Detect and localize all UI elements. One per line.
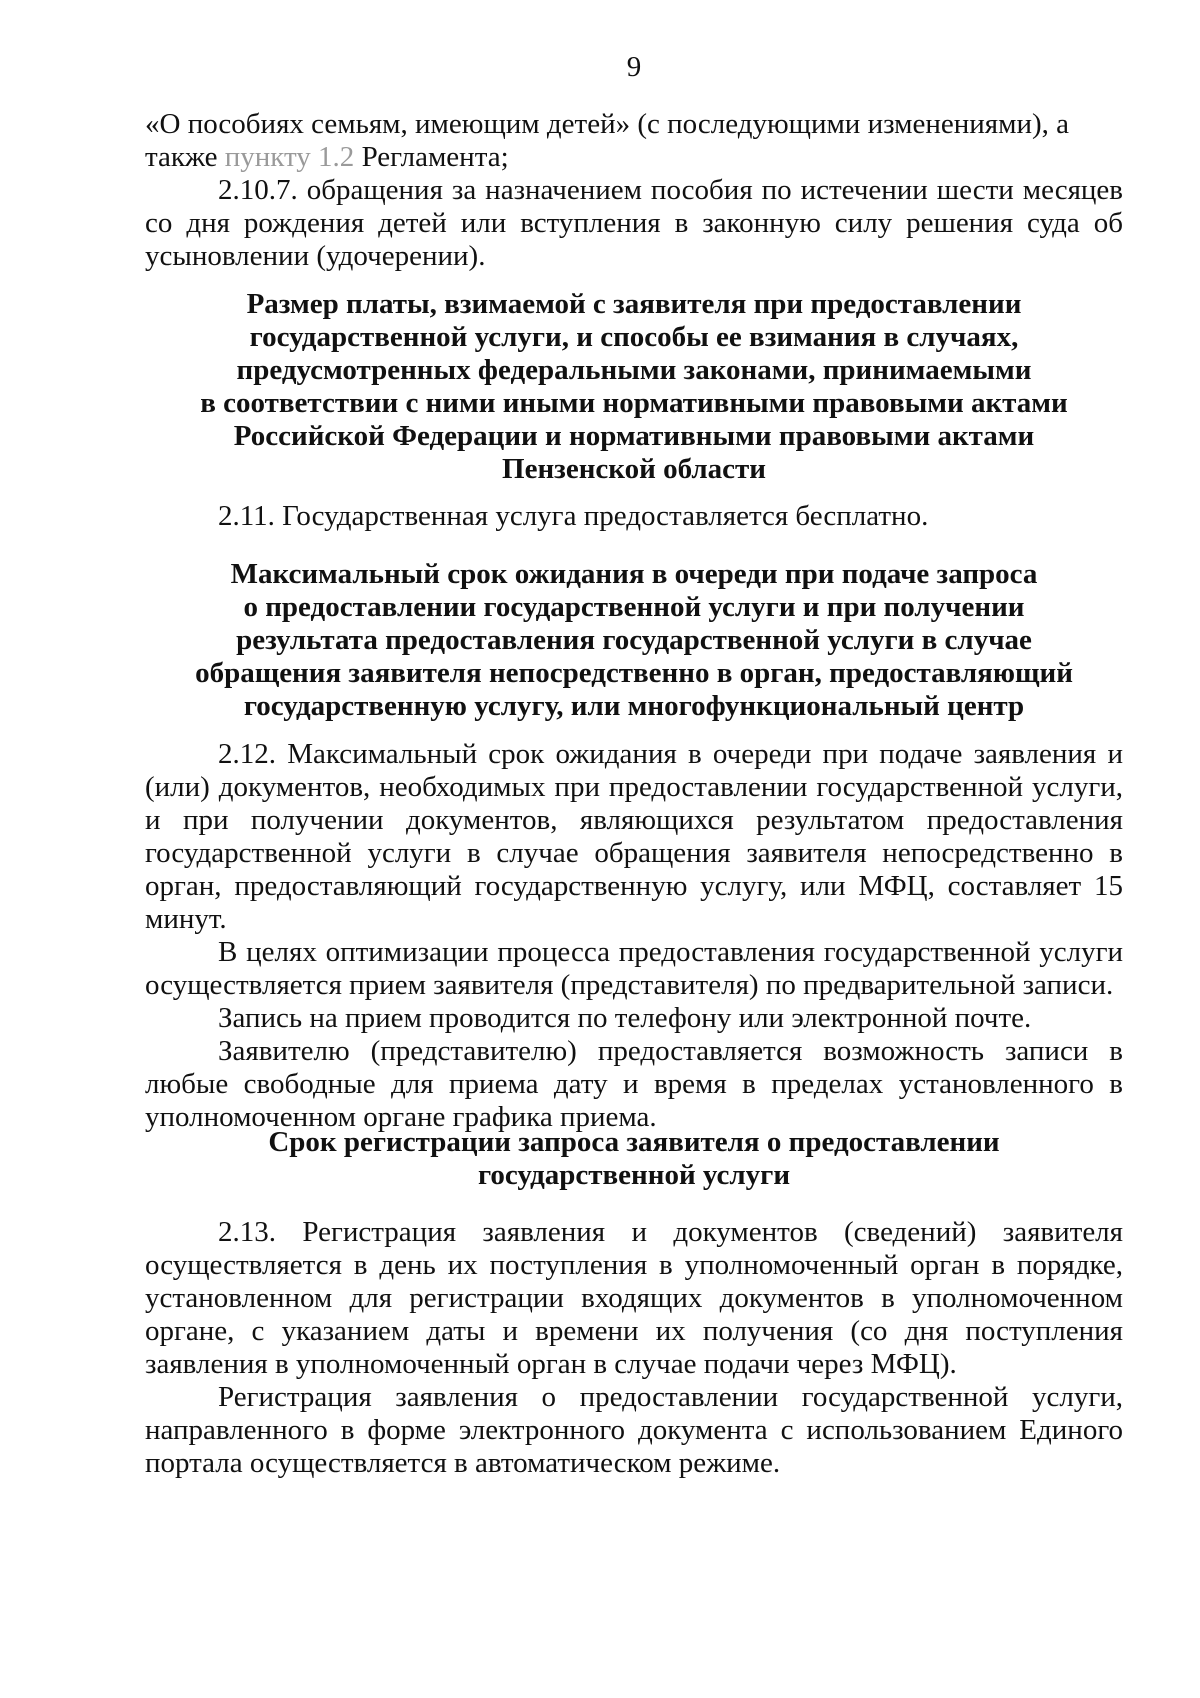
paragraph-continuation	[145, 108, 1123, 174]
section-2-13	[145, 1216, 1123, 1480]
heading-fee	[145, 288, 1123, 486]
heading-line: Максимальный срок ожидания в очереди при подаче запроса	[230, 558, 1038, 590]
paragraph-booking-schedule: Заявителю (представителю) предоставляется возможность записи в любые свободные для приема дату и время в пределах установленного в уполномоченном органе графика приема.	[145, 1035, 1123, 1133]
paragraph-text: также	[145, 141, 218, 173]
heading-line: результата предоставления государственной услуги в случае	[236, 624, 1032, 656]
heading-queue	[145, 558, 1123, 723]
paragraph-prebooking: В целях оптимизации процесса предоставления государственной услуги осуществляется прием заявителя (представителя) по предварительной записи.	[145, 936, 1123, 1001]
paragraph-2-13: 2.13. Регистрация заявления и документов (сведений) заявителя осуществляется в день их поступления в уполномоченный орган в порядке, установленном для регистрации входящих документов в уполномоченном органе, с указанием даты и времени их получения (со дня поступления заявления в уполномоченный орган в случае подачи через МФЦ).	[145, 1216, 1123, 1380]
heading-line: государственной услуги	[477, 1159, 791, 1191]
paragraph-text: Регламента;	[361, 141, 509, 173]
section-2-11	[145, 500, 1123, 533]
heading-line: Пензенской области	[502, 453, 766, 485]
paragraph-booking-method: Запись на прием проводится по телефону или электронной почте.	[218, 1002, 1032, 1034]
heading-line: о предоставлении государственной услуги и при получении	[243, 591, 1025, 623]
paragraph-2-11: 2.11. Государственная услуга предоставляется бесплатно.	[218, 500, 929, 532]
heading-registration	[145, 1126, 1123, 1192]
heading-line: Российской Федерации и нормативными правовыми актами	[233, 420, 1035, 452]
heading-line: государственной услуги, и способы ее взимания в случаях,	[249, 321, 1019, 353]
paragraph-2-12: 2.12. Максимальный срок ожидания в очереди при подаче заявления и (или) документов, необходимых при предоставлении государственной услуги, и при получении документов, являющихся результатом предоставления государственной услуги в случае обращения заявителя непосредственно в орган, предоставляющий государственную услугу, или МФЦ, составляет 15 минут.	[145, 738, 1123, 935]
heading-line: предусмотренных федеральными законами, принимаемыми	[236, 354, 1032, 386]
heading-line: Размер платы, взимаемой с заявителя при предоставлении	[246, 288, 1022, 320]
faded-text: пункту 1.2	[224, 141, 355, 173]
top-paragraphs	[145, 108, 1123, 273]
paragraph-electronic-registration: Регистрация заявления о предоставлении государственной услуги, направленного в форме электронного документа с использованием Единого портала осуществляется в автоматическом режиме.	[145, 1381, 1123, 1479]
heading-line: Срок регистрации запроса заявителя о предоставлении	[268, 1126, 1000, 1158]
heading-line: в соответствии с ними иными нормативными правовыми актами	[200, 387, 1068, 419]
heading-line: государственную услугу, или многофункциональный центр	[243, 690, 1025, 722]
page-number: 9	[626, 51, 642, 83]
paragraph-2-10-7: 2.10.7. обращения за назначением пособия по истечении шести месяцев со дня рождения детей или вступления в законную силу решения суда об усыновлении (удочерении).	[145, 174, 1123, 272]
section-2-12	[145, 738, 1123, 1134]
heading-line: обращения заявителя непосредственно в орган, предоставляющий	[195, 657, 1073, 689]
paragraph-line: «О пособиях семьям, имеющим детей» (с последующими изменениями), а	[145, 108, 1070, 140]
